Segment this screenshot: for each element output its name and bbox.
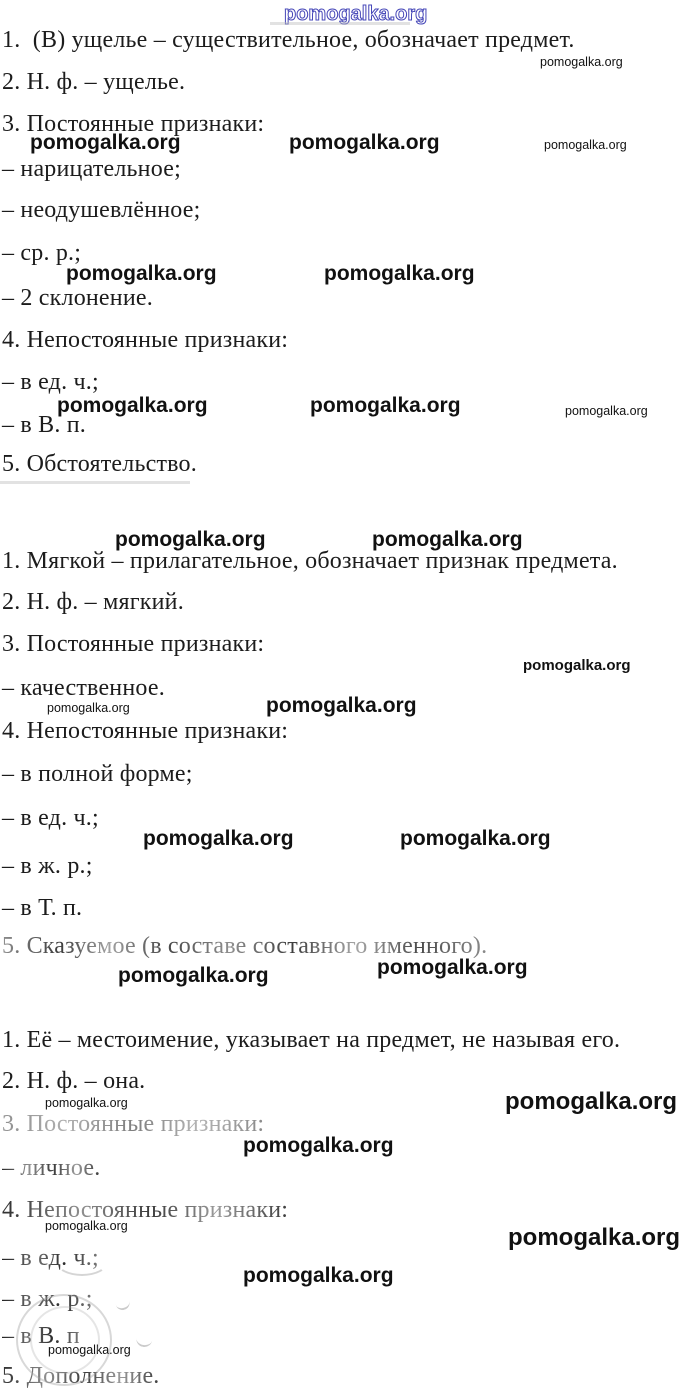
text-line: – личное. <box>2 1155 101 1181</box>
stamp-arc-mark <box>56 1248 108 1276</box>
text-line: 2. Н. ф. – мягкий. <box>2 589 184 615</box>
site-watermark: pomogalka.org <box>143 827 294 850</box>
text-line: 4. Непостоянные признаки: <box>2 1197 289 1223</box>
text-line: – в ед. ч.; <box>2 1245 99 1271</box>
site-watermark: pomogalka.org <box>523 657 631 674</box>
site-watermark: pomogalka.org <box>324 262 475 285</box>
site-watermark: pomogalka.org <box>289 131 440 154</box>
text-line: 5. Обстоятельство. <box>2 451 197 477</box>
stamp-circle <box>30 1306 100 1374</box>
text-line: 1. (В) ущелье – существительное, обозначает предмет. <box>2 27 575 53</box>
site-watermark: pomogalka.org <box>540 55 623 69</box>
site-watermark: pomogalka.org <box>45 1219 128 1233</box>
site-watermark: pomogalka.org <box>243 1134 394 1157</box>
stamp-tick-mark <box>115 1298 131 1311</box>
text-line: 5. Дополнение. <box>2 1363 160 1389</box>
text-line: 4. Непостоянные признаки: <box>2 327 289 353</box>
site-watermark: pomogalka.org <box>115 528 266 551</box>
site-watermark: pomogalka.org <box>30 131 181 154</box>
text-line: – в ед. ч.; <box>2 805 99 831</box>
site-watermark: pomogalka.org <box>505 1088 678 1115</box>
text-line: – в Т. п. <box>2 895 83 921</box>
site-watermark: pomogalka.org <box>66 262 217 285</box>
text-line: 5. Сказуемое (в составе составного именного). <box>2 933 488 959</box>
site-watermark: pomogalka.org <box>48 1343 131 1357</box>
text-line: 4. Непостоянные признаки: <box>2 718 289 744</box>
site-watermark: pomogalka.org <box>45 1096 128 1110</box>
text-line: – в ед. ч.; <box>2 369 99 395</box>
text-line: 3. Постоянные признаки: <box>2 631 265 657</box>
text-line: – нарицательное; <box>2 156 181 182</box>
site-watermark: pomogalka.org <box>243 1264 394 1287</box>
site-watermark: pomogalka.org <box>47 701 130 715</box>
site-watermark: pomogalka.org <box>310 394 461 417</box>
site-watermark: pomogalka.org <box>266 694 417 717</box>
site-watermark: pomogalka.org <box>372 528 523 551</box>
text-line: – неодушевлённое; <box>2 197 201 223</box>
text-line: – 2 склонение. <box>2 285 153 311</box>
site-watermark-outline: pomogalka.org <box>284 3 428 25</box>
site-watermark: pomogalka.org <box>508 1224 681 1251</box>
text-line: – в В. п <box>2 1323 80 1349</box>
text-line: – в В. п. <box>2 412 86 438</box>
text-line: 2. Н. ф. – она. <box>2 1068 146 1094</box>
text-line: 3. Постоянные признаки: <box>2 111 265 137</box>
site-watermark: pomogalka.org <box>400 827 551 850</box>
text-line: – ср. р.; <box>2 240 82 266</box>
scan-smudge <box>0 481 190 484</box>
site-watermark: pomogalka.org <box>565 404 648 418</box>
text-line: 1. Её – местоимение, указывает на предмет, не называя его. <box>2 1027 621 1053</box>
text-line: – качественное. <box>2 675 165 701</box>
text-line: 1. Мягкой – прилагательное, обозначает признак предмета. <box>2 548 618 574</box>
site-watermark: pomogalka.org <box>57 394 208 417</box>
text-line: – в полной форме; <box>2 761 193 787</box>
scan-smudge <box>270 22 410 25</box>
text-line: – в ж. р.; <box>2 1286 93 1312</box>
text-line: 3. Постоянные признаки: <box>2 1111 265 1137</box>
stamp-tick-mark <box>135 1335 152 1348</box>
site-watermark: pomogalka.org <box>118 964 269 987</box>
text-line: – в ж. р.; <box>2 853 93 879</box>
site-watermark: pomogalka.org <box>377 956 528 979</box>
site-watermark: pomogalka.org <box>544 138 627 152</box>
text-line: 2. Н. ф. – ущелье. <box>2 69 186 95</box>
